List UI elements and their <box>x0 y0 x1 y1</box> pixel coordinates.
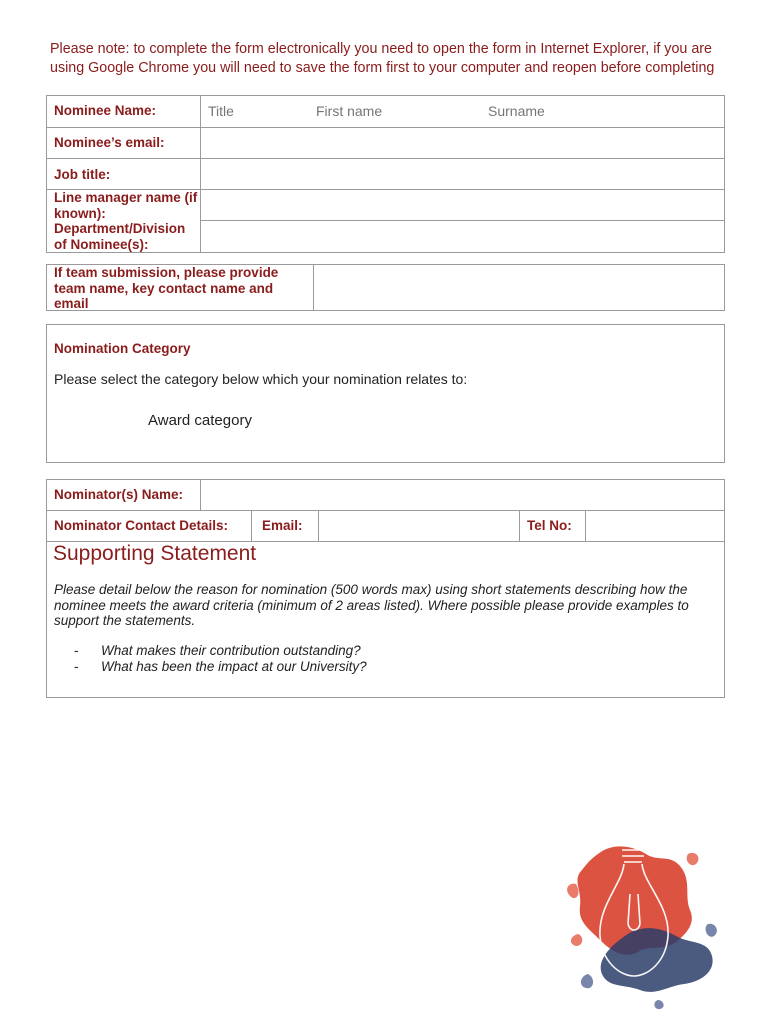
nominee-title-field[interactable] <box>206 101 306 121</box>
department-field[interactable] <box>204 224 720 249</box>
nominator-table-divider <box>200 479 201 510</box>
nominator-tel-field[interactable] <box>589 514 721 538</box>
nominator-table-divider <box>585 510 586 541</box>
nominator-name-field[interactable] <box>204 483 720 507</box>
nominee-email-label: Nominee’s email: <box>54 135 165 150</box>
nominee-table-row-line <box>200 220 725 221</box>
job-title-label: Job title: <box>54 167 111 182</box>
nominee-surname-field[interactable] <box>486 101 716 121</box>
line-manager-field[interactable] <box>204 193 720 217</box>
job-title-field[interactable] <box>204 162 720 186</box>
nominee-first-name-field[interactable] <box>314 101 479 121</box>
award-category-dropdown[interactable] <box>148 412 348 434</box>
bullet-text: What makes their contribution outstanding? <box>101 643 361 658</box>
supporting-statement-field[interactable] <box>50 678 720 694</box>
nominee-table-row-line <box>46 127 725 128</box>
lightbulb-splash-illustration <box>558 824 728 1014</box>
list-item <box>74 643 674 659</box>
line-manager-label: Line manager name (if known): <box>54 190 198 221</box>
nominator-table-divider <box>251 510 252 541</box>
nominator-table-row-line <box>46 510 725 511</box>
bullet-dash: - <box>74 643 79 658</box>
nominee-table-divider <box>200 95 201 253</box>
supporting-statement-bullets <box>74 643 674 675</box>
bullet-text: What has been the impact at our University? <box>101 659 367 674</box>
team-table-divider <box>313 264 314 311</box>
team-submission-field[interactable] <box>318 268 720 307</box>
nominator-contact-label: Nominator Contact Details: <box>54 518 229 533</box>
supporting-statement-instructions: Please detail below the reason for nomination (500 words max) using short statements describing how the nominee meets the award criteria (minimum of 2 areas listed). Where possible please provide examples to support the statements. <box>54 582 689 628</box>
form-note: Please note: to complete the form electronically you need to open the form in Internet Explorer, if you are using Google Chrome you will need to save the form first to your computer and reopen before completing <box>50 41 715 76</box>
nominator-email-field[interactable] <box>322 514 516 538</box>
nominee-table-row-line <box>46 158 725 159</box>
nominator-tel-label: Tel No: <box>527 518 572 533</box>
nominator-email-label: Email: <box>262 518 303 533</box>
nominator-table-divider <box>519 510 520 541</box>
nominee-name-label: Nominee Name: <box>54 103 157 118</box>
nominee-email-field[interactable] <box>204 131 720 155</box>
bullet-dash: - <box>74 659 79 674</box>
team-submission-label: If team submission, please provide team name, key contact name and email <box>54 265 279 311</box>
department-label: Department/Division of Nominee(s): <box>54 221 186 252</box>
supporting-statement-heading: Supporting Statement <box>53 542 257 565</box>
nomination-category-instruction: Please select the category below which your nomination relates to: <box>54 371 468 387</box>
list-item <box>74 659 674 675</box>
nomination-category-heading: Nomination Category <box>54 341 191 356</box>
nominator-table-divider <box>318 510 319 541</box>
nominator-name-label: Nominator(s) Name: <box>54 487 184 502</box>
award-category-value: Award category <box>148 412 252 429</box>
